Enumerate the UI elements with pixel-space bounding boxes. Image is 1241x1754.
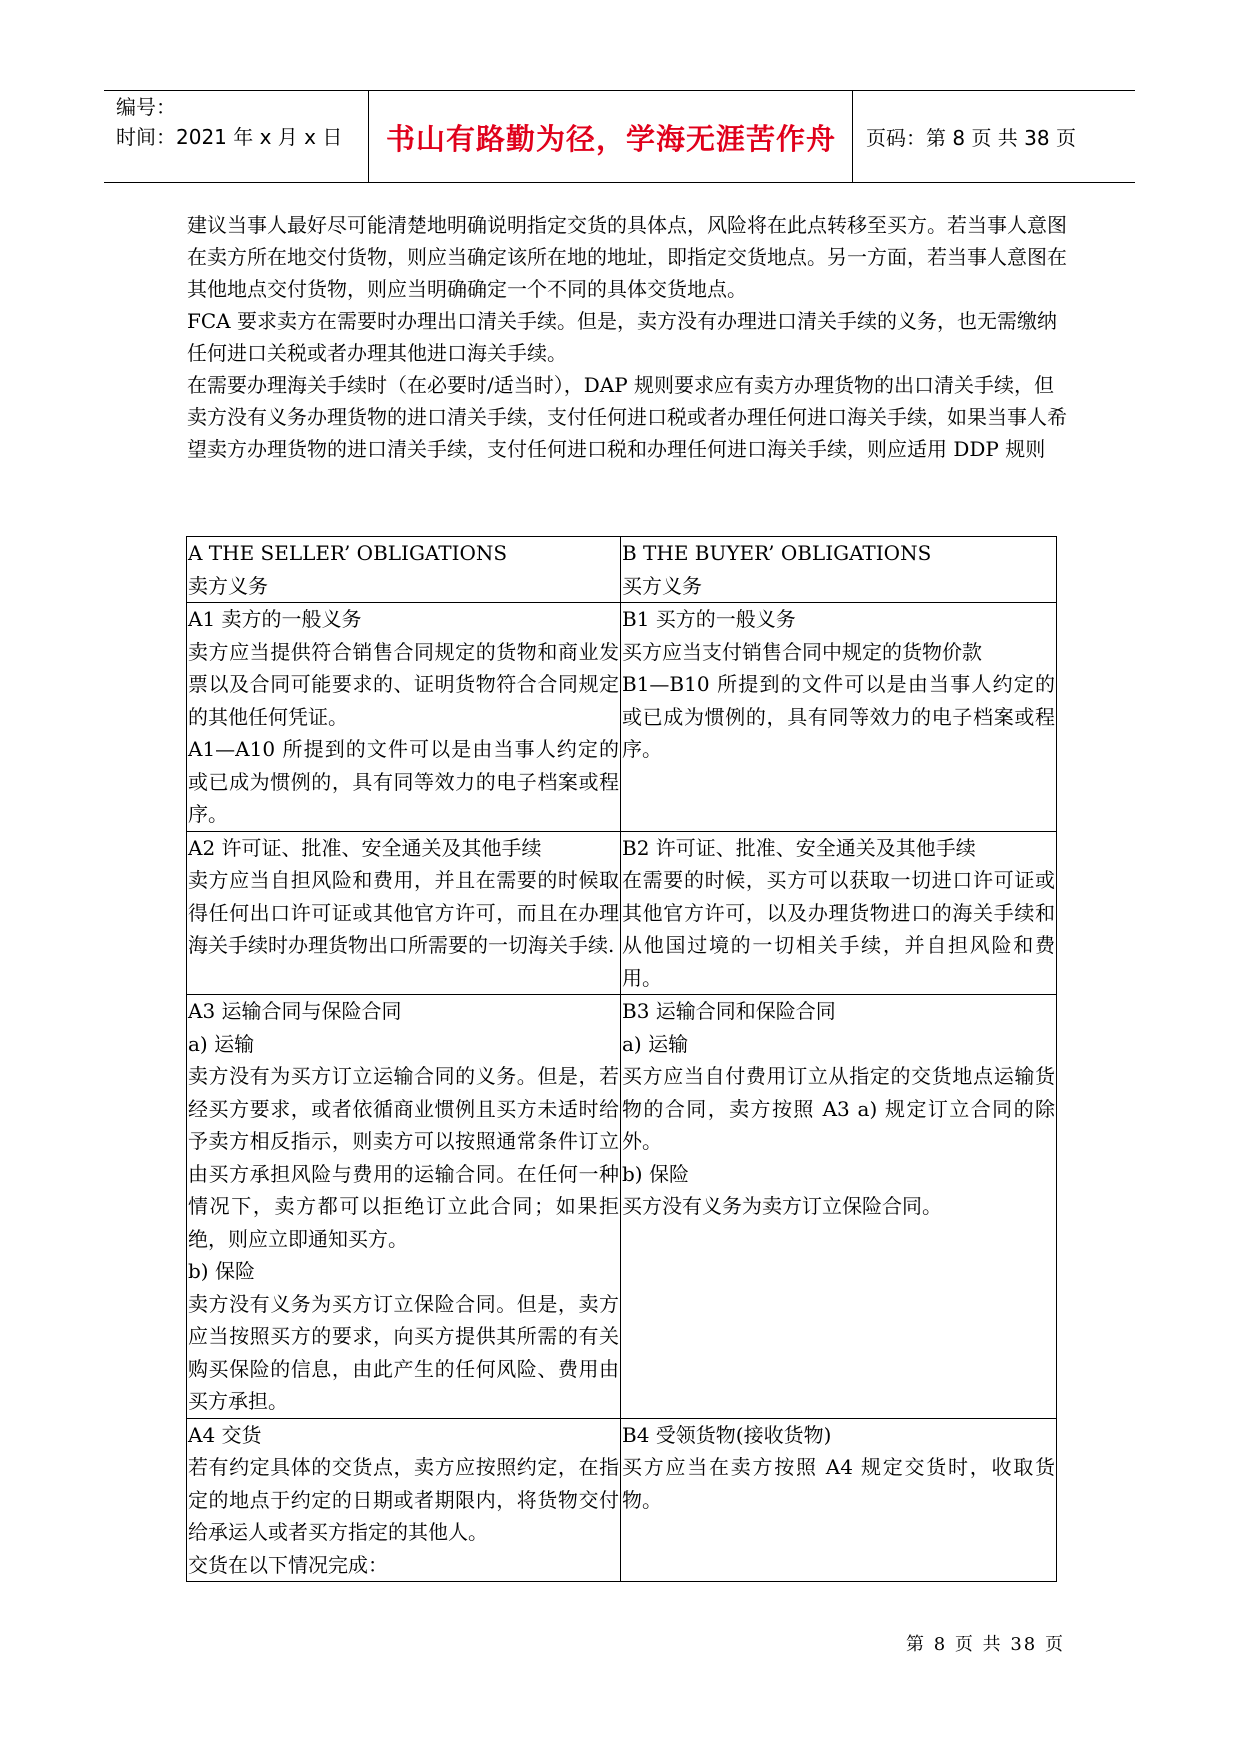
clause-text: 若有约定具体的交货点，卖方应按照约定，在指定的地点于约定的日期或者期限内，将货物交付给承运人或者买方指定的其他人。: [188, 1455, 619, 1544]
intro-paragraph: 建议当事人最好尽可能清楚地明确说明指定交货的具体点，风险将在此点转移至买方。若当事人意图在卖方所在地交付货物，则应当确定该所在地的地址，即指定交货地点。另一方面，若当事人意图在其他地点交付货物，则应当明确确定一个不同的具体交货地点。: [187, 213, 1067, 301]
clause-title: A4 交货: [188, 1422, 262, 1447]
clause-text: 在需要的时候，买方可以获取一切进口许可证或其他官方许可，以及办理货物进口的海关手续和从他国过境的一切相关手续，并自担风险和费用。: [622, 868, 1055, 990]
date-line: 时间：2021 年 x 月 x 日: [116, 125, 343, 149]
seller-cell-a1: [187, 603, 621, 832]
buyer-cell-b1: [621, 603, 1057, 832]
header-meta: [116, 92, 342, 152]
seller-cell-a2: [187, 831, 621, 995]
clause-text: 卖方没有义务为买方订立保险合同。但是，卖方应当按照买方的要求，向买方提供其所需的有关购买保险的信息，由此产生的任何风险、费用由买方承担。: [188, 1291, 619, 1413]
buyer-cell-b2: [621, 831, 1057, 995]
clause-subheading: b) 保险: [622, 1161, 689, 1186]
clause-text: 交货在以下情况完成：: [188, 1552, 388, 1577]
table-row: [187, 603, 1057, 832]
table-row: [187, 1418, 1057, 1582]
clause-text: 买方没有义务为卖方订立保险合同。: [622, 1194, 942, 1218]
number-label: 编号：: [116, 95, 176, 119]
page-footer: 第 8 页 共 38 页: [906, 1634, 1065, 1655]
clause-subheading: a) 运输: [622, 1031, 689, 1056]
clause-title: B1 买方的一般义务: [622, 607, 796, 631]
buyer-cell-b3: [621, 995, 1057, 1419]
buyer-header-cn: 买方义务: [622, 573, 702, 598]
intro-paragraph: 在需要办理海关手续时（在必要时/适当时），DAP 规则要求应有卖方办理货物的出口清关手续，但卖方没有义务办理货物的进口清关手续，支付任何进口税或者办理任何进口海关手续，如果当事人希望卖方办理货物的进口清关手续，支付任何进口税和办理任何进口海关手续，则应适用 DDP 规则: [187, 373, 1067, 461]
clause-title: B3 运输合同和保险合同: [622, 999, 836, 1023]
seller-header-cell: [187, 537, 621, 603]
header-motto: 书山有路勤为径，学海无涯苦作舟: [385, 122, 836, 156]
clause-text: 买方应当支付销售合同中规定的货物价款: [622, 639, 982, 664]
seller-cell-a4: [187, 1418, 621, 1582]
seller-cell-a3: [187, 995, 621, 1419]
table-header-row: [187, 537, 1057, 603]
table-row: [187, 995, 1057, 1419]
buyer-header-en: B THE BUYER’ OBLIGATIONS: [622, 541, 932, 565]
table-row: [187, 831, 1057, 995]
intro-text: [187, 209, 1067, 465]
buyer-cell-b4: [621, 1418, 1057, 1582]
clause-text: 卖方没有为买方订立运输合同的义务。但是，若经买方要求，或者依循商业惯例且买方未适时给予卖方相反指示，则卖方可以按照通常条件订立由买方承担风险与费用的运输合同。在任何一种情况下，卖方都可以拒绝订立此合同；如果拒绝，则应立即通知买方。: [188, 1064, 619, 1251]
clause-text: 买方应当自付费用订立从指定的交货地点运输货物的合同，卖方按照 A3 a) 规定订立合同的除外。: [622, 1064, 1055, 1153]
clause-title: A2 许可证、批准、安全通关及其他手续: [188, 835, 542, 860]
clause-title: A3 运输合同与保险合同: [188, 999, 402, 1023]
seller-header-cn: 卖方义务: [188, 573, 268, 598]
clause-text: B1—B10 所提到的文件可以是由当事人约定的或已成为惯例的，具有同等效力的电子档案或程序。: [622, 672, 1055, 761]
seller-header-en: A THE SELLER’ OBLIGATIONS: [188, 541, 508, 565]
clause-text: 买方应当在卖方按照 A4 规定交货时，收取货物。: [622, 1455, 1055, 1512]
header-bottom-rule: [104, 182, 1135, 183]
clause-subheading: b) 保险: [188, 1259, 255, 1283]
header-divider: [852, 90, 853, 182]
clause-title: B2 许可证、批准、安全通关及其他手续: [622, 835, 976, 860]
obligations-table: [186, 536, 1057, 1582]
header-top-rule: [104, 90, 1135, 91]
clause-title: A1 卖方的一般义务: [188, 607, 362, 631]
clause-subheading: a) 运输: [188, 1031, 255, 1056]
intro-paragraph: FCA 要求卖方在需要时办理出口清关手续。但是，卖方没有办理进口清关手续的义务，也无需缴纳任何进口关税或者办理其他进口海关手续。: [187, 309, 1057, 365]
clause-title: B4 受领货物(接收货物): [622, 1422, 832, 1447]
header-page-info: 页码：第 8 页 共 38 页: [866, 126, 1076, 150]
clause-text: A1—A10 所提到的文件可以是由当事人约定的或已成为惯例的，具有同等效力的电子档案或程序。: [188, 737, 619, 826]
buyer-header-cell: [621, 537, 1057, 603]
clause-text: 卖方应当提供符合销售合同规定的货物和商业发票以及合同可能要求的、证明货物符合合同规定的其他任何凭证。: [188, 639, 619, 729]
header-divider: [368, 90, 369, 182]
clause-text: 卖方应当自担风险和费用，并且在需要的时候取得任何出口许可证或其他官方许可，而且在办理海关手续时办理货物出口所需要的一切海关手续.: [188, 868, 619, 957]
